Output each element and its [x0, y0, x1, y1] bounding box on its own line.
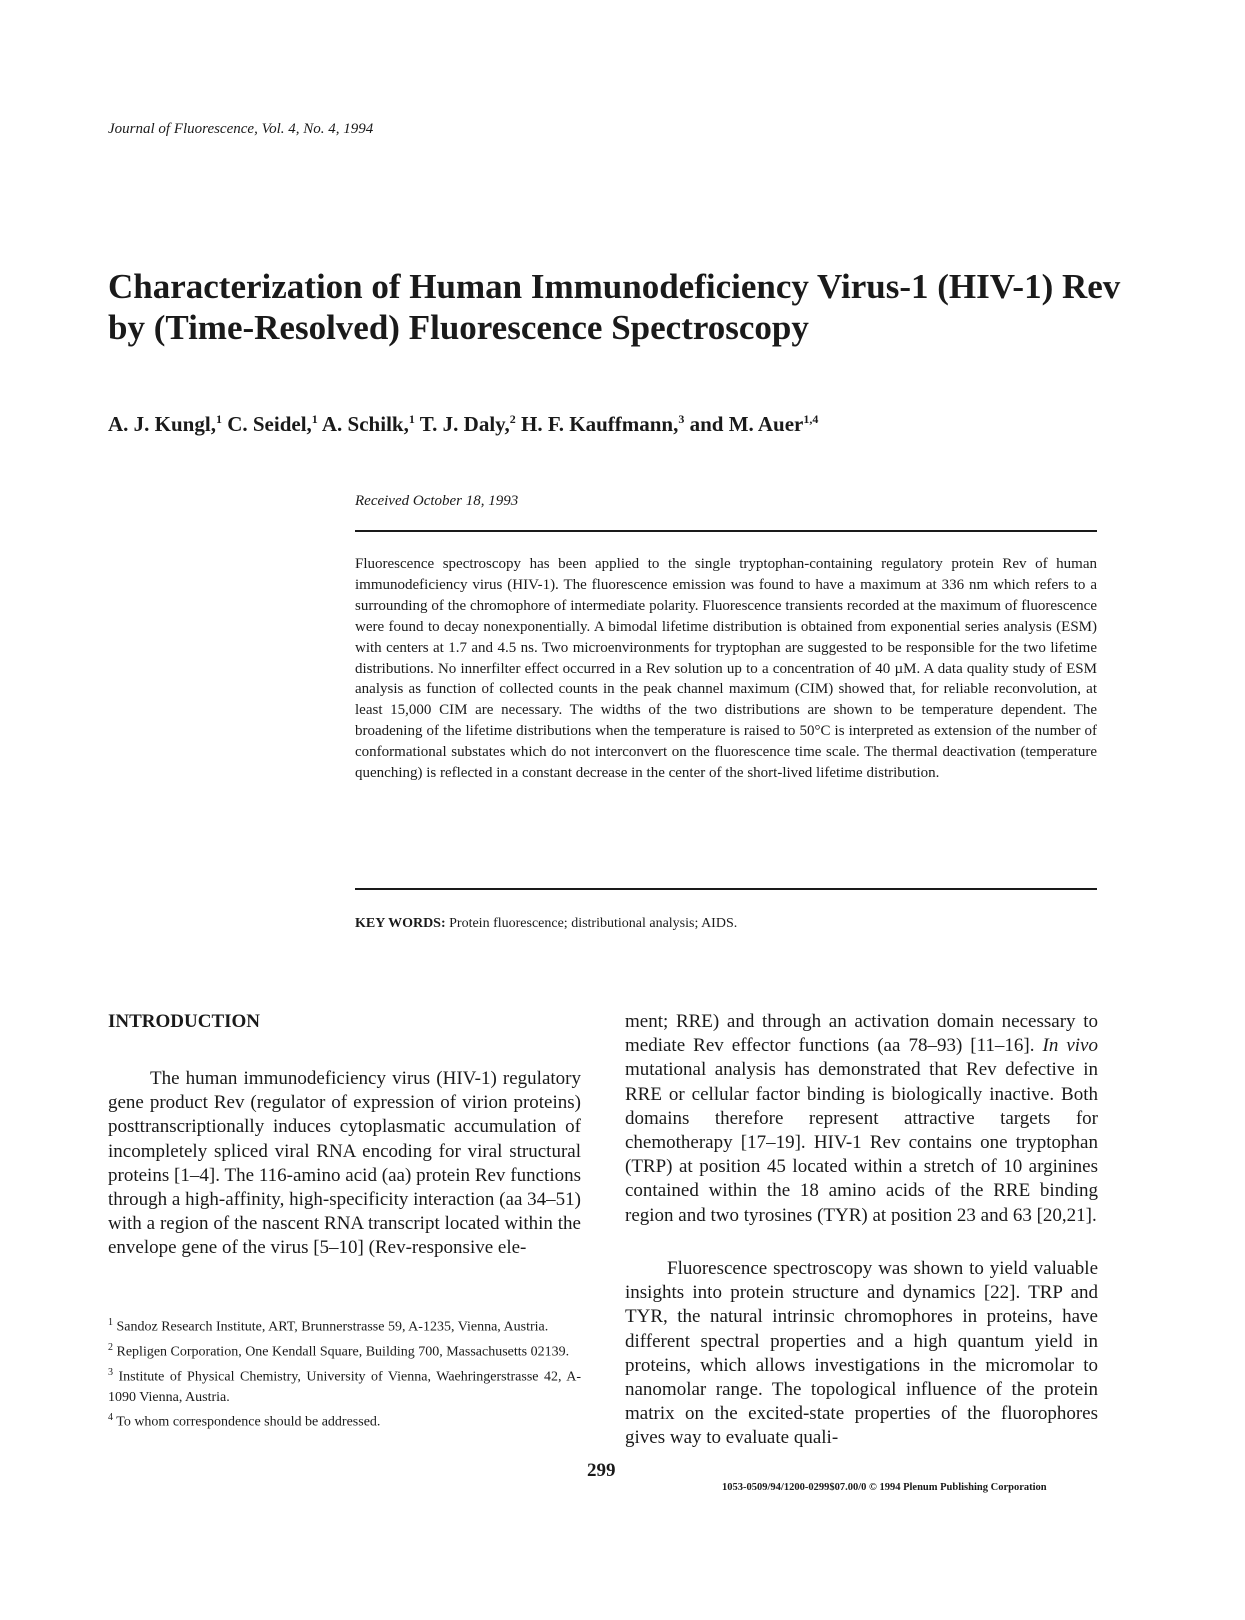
footnote-mark: 1 [108, 1317, 113, 1328]
affiliation-mark: 1 [215, 412, 222, 426]
footnote-mark: 2 [108, 1341, 113, 1353]
author-name: C. Seidel, [227, 412, 312, 436]
author-list [108, 412, 818, 437]
paragraph-text: mutational analysis has demonstrated that Rev defective in RRE or cellular factor binding is biologically inactive. Both domains therefore represent attractive targets for chemotherapy [17–19]. HIV-1 Rev contains one tryptophan (TRP) at position 45 located within a stretch of 10 arginines contained within the 18 amino acids of the RRE binding region and two tyrosines (TYR) at position 23 and 63 [20,21]. [625, 1059, 1098, 1226]
footnote-text: To whom correspondence should be addressed. [116, 1414, 381, 1430]
footnote-text: Repligen Corporation, One Kendall Square, Building 700, Massachusetts 02139. [116, 1344, 570, 1360]
intro-paragraph-right-1 [625, 1010, 1098, 1228]
article-title: Characterization of Human Immunodeficiency Virus-1 (HIV-1) Rev by (Time-Resolved) Fluorescence Spectroscopy [108, 267, 1121, 347]
affiliation-mark: 1 [311, 412, 318, 426]
abstract-top-rule [355, 530, 1097, 532]
intro-paragraph-left: The human immunodeficiency virus (HIV-1) regulatory gene product Rev (regulator of expression of virion proteins) posttranscriptionally induces cytoplasmatic accumulation of incompletely spliced viral RNA encoding for viral structural proteins [1–4]. The 116-amino acid (aa) protein Rev functions through a high-affinity, high-specificity interaction (aa 34–51) with a region of the nascent RNA transcript located within the envelope gene of the virus [5–10] (Rev-responsive ele- [108, 1068, 581, 1259]
author-name: and M. Auer [689, 412, 804, 436]
keywords [355, 916, 737, 932]
footnote-mark: 4 [108, 1412, 113, 1424]
footnote-mark: 3 [108, 1366, 113, 1378]
author-name: T. J. Daly, [419, 412, 510, 436]
author-name: H. F. Kauffmann, [521, 412, 679, 436]
footnote [108, 1313, 581, 1338]
intro-paragraph-right-2: Fluorescence spectroscopy was shown to yield valuable insights into protein structure and dynamics [22]. TRP and TYR, the natural intrinsic chromophores in proteins, have different spectral properties and a high quantum yield in proteins, which allows investigations in the micromolar to nanomolar range. The topological influence of the protein matrix on the excited-state properties of the fluorophores gives way to evaluate quali- [625, 1258, 1098, 1449]
footnote-text: Institute of Physical Chemistry, University of Vienna, Waehringerstrasse 42, A-1090 Vienna, Austria. [108, 1369, 581, 1405]
abstract-text: Fluorescence spectroscopy has been applied to the single tryptophan-containing regulatory protein Rev of human immunodeficiency virus (HIV-1). The fluorescence emission was found to have a maximum at 336 nm which refers to a surrounding of the chromophore of intermediate polarity. Fluorescence transients recorded at the maximum of fluorescence were found to decay nonexponentially. A bimodal lifetime distribution is obtained from exponential series analysis (ESM) with centers at 1.7 and 4.5 ns. Two microenvironments for tryptophan are suggested to be responsible for the two lifetime distributions. No innerfilter effect occurred in a Rev solution up to a concentration of 40 µM. A data quality study of ESM analysis as function of collected counts in the peak channel maximum (CIM) showed that, for reliable reconvolution, at least 15,000 CIM are necessary. The widths of the two distributions are shown to be temperature dependent. The broadening of the lifetime distributions when the temperature is raised to 50°C is interpreted as extension of the number of conformational substates which do not interconvert on the fluorescence time scale. The thermal deactivation (temperature quenching) is reflected in a constant decrease in the center of the short-lived lifetime distribution. [355, 556, 1097, 782]
footnote [108, 1408, 581, 1433]
copyright-line: 1053-0509/94/1200-0299$07.00/0 © 1994 Plenum Publishing Corporation [722, 1482, 1047, 1493]
paragraph-text: ment; RRE) and through an activation domain necessary to mediate Rev effector functions (aa 78–93) [11–16]. [625, 1011, 1098, 1057]
keywords-label: KEY WORDS: [355, 916, 446, 931]
received-date: Received October 18, 1993 [355, 493, 519, 509]
footnote [108, 1338, 581, 1363]
affiliation-mark: 1,4 [803, 412, 819, 426]
affiliation-mark: 3 [678, 412, 685, 426]
keywords-text: Protein fluorescence; distributional analysis; AIDS. [449, 916, 738, 931]
footnote-list [108, 1313, 581, 1433]
abstract-bottom-rule [355, 888, 1097, 890]
journal-citation: Journal of Fluorescence, Vol. 4, No. 4, 1994 [108, 121, 374, 137]
italic-term: In vivo [1042, 1035, 1098, 1057]
author-name: A. J. Kungl, [108, 412, 216, 436]
affiliation-mark: 2 [509, 412, 516, 426]
page-number: 299 [587, 1460, 616, 1481]
footnote-text: Sandoz Research Institute, ART, Brunnerstrasse 59, A-1235, Vienna, Austria. [116, 1319, 549, 1335]
affiliation-mark: 1 [408, 412, 415, 426]
section-heading-introduction: INTRODUCTION [108, 1011, 261, 1032]
author-name: A. Schilk, [321, 412, 409, 436]
footnote [108, 1363, 581, 1408]
